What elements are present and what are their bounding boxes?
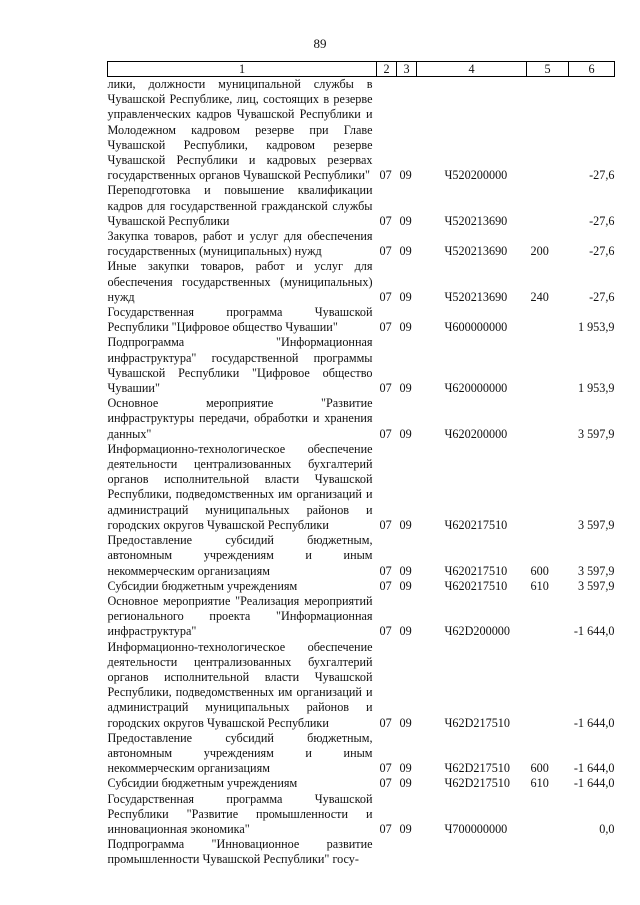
row-subsection-code: 09 bbox=[399, 289, 412, 304]
row-target-article-code: Ч62D200000 bbox=[444, 624, 510, 639]
table-row bbox=[108, 533, 615, 579]
row-section-code: 07 bbox=[379, 517, 392, 532]
row-description: Основное мероприятие "Развитие инфраструктуры передачи, обработки и хранения данных" bbox=[107, 396, 373, 441]
row-expense-type-code bbox=[527, 792, 569, 838]
header-col-4: 4 bbox=[417, 62, 527, 77]
header-col-5: 5 bbox=[527, 62, 569, 77]
row-subsection-code: 09 bbox=[399, 776, 412, 791]
row-subsection-code: 09 bbox=[399, 517, 412, 532]
row-section-code: 07 bbox=[379, 761, 392, 776]
row-subsection-code: 09 bbox=[399, 381, 412, 396]
row-target-article-code bbox=[417, 837, 527, 867]
row-subsection-code: 09 bbox=[399, 244, 412, 259]
row-target-article-code: Ч62D217510 bbox=[444, 761, 510, 776]
row-section-code: 07 bbox=[379, 426, 392, 441]
row-target-article-code: Ч620217510 bbox=[444, 517, 508, 532]
row-target-article-code: Ч520213690 bbox=[444, 244, 508, 259]
row-target-article-code: Ч520213690 bbox=[444, 213, 508, 228]
row-description: Субсидии бюджетным учреждениям bbox=[107, 776, 298, 791]
header-row bbox=[108, 62, 615, 77]
row-subsection-code: 09 bbox=[399, 320, 412, 335]
row-amount: 3 597,9 bbox=[577, 426, 615, 441]
row-section-code: 07 bbox=[379, 715, 392, 730]
table-row bbox=[108, 837, 615, 867]
row-target-article-code: Ч520200000 bbox=[444, 168, 508, 183]
row-subsection-code bbox=[397, 837, 417, 867]
table-row bbox=[108, 259, 615, 305]
table-row bbox=[108, 335, 615, 396]
row-subsection-code: 09 bbox=[399, 426, 412, 441]
row-target-article-code: Ч620000000 bbox=[444, 381, 508, 396]
row-expense-type-code bbox=[527, 77, 569, 184]
row-section-code: 07 bbox=[379, 244, 392, 259]
row-expense-type-code bbox=[527, 442, 569, 533]
row-target-article-code: Ч700000000 bbox=[444, 821, 508, 836]
row-section-code: 07 bbox=[379, 168, 392, 183]
row-amount: -1 644,0 bbox=[573, 624, 615, 639]
row-description: Предоставление субсидий бюджетным, автономным учреждениям и иным некоммерческим организациям bbox=[107, 730, 373, 776]
row-section-code: 07 bbox=[379, 289, 392, 304]
row-amount: -27,6 bbox=[589, 289, 615, 304]
row-description: Иные закупки товаров, работ и услуг для обеспечения государственных (муниципальных) нужд bbox=[107, 259, 373, 304]
row-target-article-code: Ч600000000 bbox=[444, 320, 508, 335]
row-description: лики, должности муниципальной службы в Чувашской Республике, лиц, состоящих в резерве управленческих кадров Чувашской Республики и Молодежном кадровом резерве при Главе Чувашской Республики, кадровом резерве Чувашской Республики и кадровых резервах государственных органов Чувашской Республики" bbox=[107, 77, 373, 183]
header-col-6: 6 bbox=[569, 62, 615, 77]
table-row bbox=[108, 183, 615, 229]
row-description: Подпрограмма "Инновационное развитие промышленности Чувашской Республики" госу- bbox=[107, 837, 373, 867]
table-row bbox=[108, 579, 615, 594]
header-col-2: 2 bbox=[377, 62, 397, 77]
row-expense-type-code bbox=[527, 396, 569, 442]
row-target-article-code: Ч620217510 bbox=[444, 578, 508, 593]
row-expense-type-code: 200 bbox=[530, 244, 549, 259]
row-section-code: 07 bbox=[379, 776, 392, 791]
row-subsection-code: 09 bbox=[399, 715, 412, 730]
row-amount: -27,6 bbox=[589, 168, 615, 183]
table-row bbox=[108, 305, 615, 335]
row-amount bbox=[569, 837, 615, 867]
row-section-code: 07 bbox=[379, 563, 392, 578]
row-expense-type-code bbox=[527, 305, 569, 335]
row-description: Подпрограмма "Информационная инфраструктура" государственной программы Чувашской Республики "Цифровое общество Чувашии" bbox=[107, 335, 373, 396]
table-row bbox=[108, 640, 615, 731]
row-amount: 0,0 bbox=[599, 821, 615, 836]
row-description: Государственная программа Чувашской Республики "Развитие промышленности и инновационная экономика" bbox=[107, 791, 373, 836]
table-row bbox=[108, 792, 615, 838]
row-subsection-code: 09 bbox=[399, 578, 412, 593]
row-section-code: 07 bbox=[379, 821, 392, 836]
row-description: Государственная программа Чувашской Республики "Цифровое общество Чувашии" bbox=[107, 305, 373, 335]
row-expense-type-code: 600 bbox=[530, 563, 549, 578]
row-expense-type-code: 240 bbox=[530, 289, 549, 304]
row-expense-type-code bbox=[527, 183, 569, 229]
row-subsection-code: 09 bbox=[399, 213, 412, 228]
row-subsection-code: 09 bbox=[399, 563, 412, 578]
budget-table bbox=[107, 61, 615, 868]
row-section-code bbox=[377, 837, 397, 867]
row-section-code: 07 bbox=[379, 381, 392, 396]
row-description: Предоставление субсидий бюджетным, автономным учреждениям и иным некоммерческим организациям bbox=[107, 533, 373, 578]
row-amount: 3 597,9 bbox=[577, 563, 615, 578]
row-amount: 3 597,9 bbox=[577, 578, 615, 593]
table-row bbox=[108, 776, 615, 791]
row-description: Основное мероприятие "Реализация мероприятий регионального проекта "Информационная инфраструктура" bbox=[107, 593, 373, 639]
row-expense-type-code: 600 bbox=[530, 761, 549, 776]
row-description: Информационно-технологическое обеспечение деятельности централизованных бухгалтерий органов исполнительной власти Чувашской Республики, подведомственных им организаций и администраций муниципальных районов и городских округов Чувашской Республики bbox=[107, 441, 373, 532]
row-amount: -27,6 bbox=[589, 244, 615, 259]
row-expense-type-code bbox=[527, 335, 569, 396]
row-target-article-code: Ч62D217510 bbox=[444, 715, 510, 730]
table-row bbox=[108, 396, 615, 442]
row-expense-type-code bbox=[527, 837, 569, 867]
row-amount: 1 953,9 bbox=[577, 381, 615, 396]
table-body bbox=[108, 77, 615, 868]
row-description: Закупка товаров, работ и услуг для обеспечения государственных (муниципальных) нужд bbox=[107, 229, 373, 259]
table-row bbox=[108, 731, 615, 777]
header-col-3: 3 bbox=[397, 62, 417, 77]
row-description: Субсидии бюджетным учреждениям bbox=[107, 578, 298, 593]
row-amount: -1 644,0 bbox=[573, 761, 615, 776]
row-expense-type-code: 610 bbox=[530, 578, 549, 593]
table-row bbox=[108, 442, 615, 533]
row-amount: -1 644,0 bbox=[573, 776, 615, 791]
row-expense-type-code bbox=[527, 594, 569, 640]
row-description: Переподготовка и повышение квалификации кадров для государственной гражданской службы Чувашской Республики bbox=[107, 183, 373, 228]
row-target-article-code: Ч62D217510 bbox=[444, 776, 510, 791]
row-section-code: 07 bbox=[379, 624, 392, 639]
row-subsection-code: 09 bbox=[399, 761, 412, 776]
row-amount: 3 597,9 bbox=[577, 517, 615, 532]
row-subsection-code: 09 bbox=[399, 168, 412, 183]
page-number: 89 bbox=[313, 36, 327, 51]
row-section-code: 07 bbox=[379, 320, 392, 335]
row-section-code: 07 bbox=[379, 578, 392, 593]
row-target-article-code: Ч620200000 bbox=[444, 426, 508, 441]
table-row bbox=[108, 77, 615, 184]
row-amount: -27,6 bbox=[589, 213, 615, 228]
row-target-article-code: Ч520213690 bbox=[444, 289, 508, 304]
row-amount: -1 644,0 bbox=[573, 715, 615, 730]
row-amount: 1 953,9 bbox=[577, 320, 615, 335]
row-description: Информационно-технологическое обеспечение деятельности централизованных бухгалтерий органов исполнительной власти Чувашской Республики, подведомственных им организаций и администраций муниципальных районов и городских округов Чувашской Республики bbox=[107, 639, 373, 730]
row-target-article-code: Ч620217510 bbox=[444, 563, 508, 578]
row-subsection-code: 09 bbox=[399, 624, 412, 639]
header-col-1: 1 bbox=[108, 62, 377, 77]
table-row bbox=[108, 594, 615, 640]
row-expense-type-code bbox=[527, 640, 569, 731]
row-expense-type-code: 610 bbox=[530, 776, 549, 791]
table-row bbox=[108, 229, 615, 259]
row-section-code: 07 bbox=[379, 213, 392, 228]
row-subsection-code: 09 bbox=[399, 821, 412, 836]
